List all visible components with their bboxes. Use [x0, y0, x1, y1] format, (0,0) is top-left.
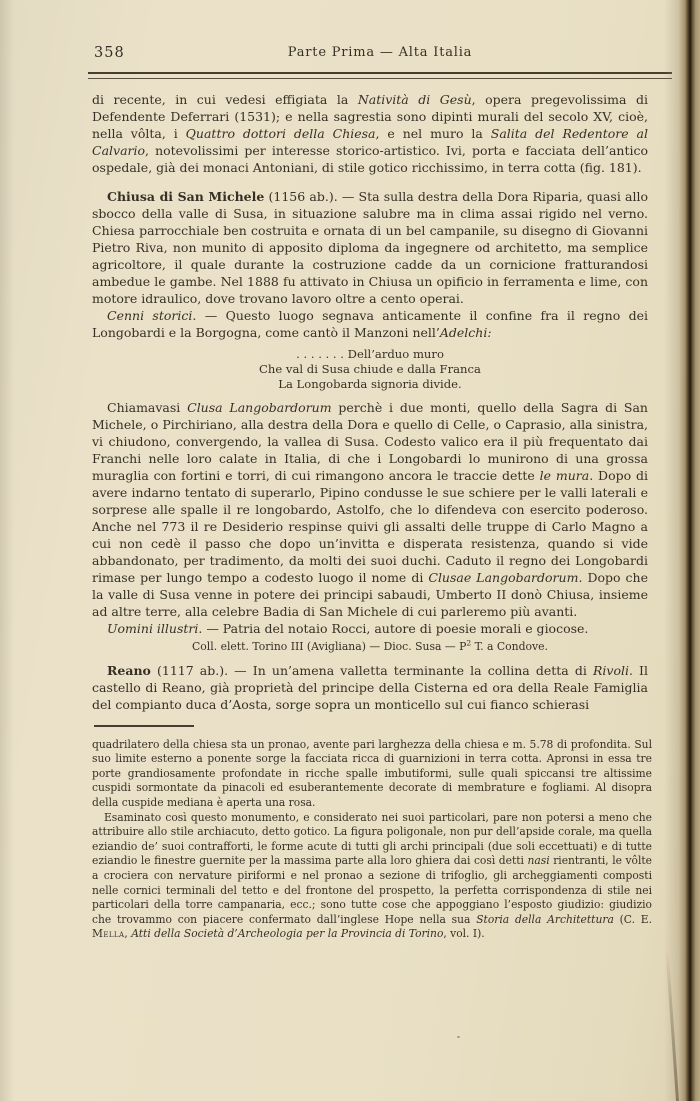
poem-adelchi — [92, 347, 648, 393]
page-edge-shadow — [664, 0, 700, 1101]
page-header — [88, 45, 672, 63]
paragraph-uomini-illustri: Uomini illustri. — Patria del notaio Rocci, autore di poesie morali e giocose. — [107, 620, 589, 636]
paragraph-reano: Reano (1117 ab.). — In un’amena valletta terminante la collina detta di Rivoli. Il castello di Reano, già proprietà del principe della Cisterna ed ora della Reale Famiglia del compianto duca d’Aosta, sorge sopra un monticello sul cui fianco schierasi — [92, 662, 648, 712]
poem-line: Che val di Susa chiude e dalla Franca — [259, 362, 481, 377]
footnote-rule — [94, 725, 194, 727]
running-title: Parte Prima — Alta Italia — [287, 45, 473, 60]
electoral-college-line: Coll. elett. Torino III (Avigliana) — Dioc. Susa — $P^2$ T. a Condove. — [192, 638, 548, 653]
header-rule — [88, 72, 672, 79]
paper-speck — [457, 1036, 460, 1038]
page-number: 358 — [94, 45, 125, 61]
paragraph-chiusa-di-san-michele: Chiusa di San Michele (1156 ab.). — Sta sulla destra della Dora Riparia, quasi allo sbocco della valle di Susa, in situazione salubre ma in clima assai rigido nel verno. Chiesa parrocchiale ben costruita e ornata di un bel campanile, su disegno di Giovanni Pietro Riva, non munito di apposito diploma da ingegnere od architetto, ma semplice agricoltore, il quale durante la costruzione cadde da un cornicione fratturandosi ambedue le gambe. Nel 1888 fu attivato in Chiusa un opificio in ferramenta e lime, con motore idraulico, dove trovano lavoro oltre a cento operai. — [92, 189, 648, 306]
page-left-shadow — [0, 0, 14, 1101]
text-block — [92, 91, 653, 942]
footnote-paragraph-2: Esaminato così questo monumento, e considerato nei suoi particolari, pare non potersi a meno che attribuire allo stile archiacuto, detto gotico. La figura poligonale, non pur dell’apside corale, ma quella eziandio de’ suoi contrafforti, le forme acute di tutti gli archi principali (due soli eccettuati) e di tutte eziandio le finestre guernite per la massima parte alla loro ghiera dai così detti nasi rientranti, le vôlte a crociera con nervature piriformi e nel pronao a sezione di trifoglio, gli archeggiamenti composti nelle cornici terminali del tetto e del frontone del prospetto, la perfetta corrispondenza di stile nei particolari della torre campanaria, ecc.; sono tutte cose che appoggiano l’esposto giudizio: giudizio che trovammo con piacere confermato dall’inglese Hope nella sua Storia della Architettura (C. E. Mella, Atti della Società d’Archeologia per la Provincia di Torino, vol. I). — [92, 810, 653, 941]
footnote-paragraph-1: quadrilatero della chiesa sta un pronao, avente pari larghezza della chiesa e m. 5.78 di profondita. Sul suo limite esterno a ponente sorge la facciata ricca di guarnizioni in terra cotta. Apronsi in essa tre porte grandiosamente profondate in ricche spalle imbutiformi, sulle quali spiccansi tre altissime cuspidi sormontate da pinacoli ed esuberantemente decorate di membrature e fogliami. Al disopra della cuspide mediana è aperta una rosa. — [92, 737, 652, 809]
poem-line: . . . . . . . Dell’arduo muro — [296, 347, 444, 361]
poem-line: La Longobarda signoria divide. — [278, 377, 462, 392]
paragraph-continuation: di recente, in cui vedesi effigiata la Natività di Gesù, opera pregevolissima di Defendente Deferrari (1531); e nella sagrestia sono dipinti murali del secolo XV, cioè, nella vôlta, i Quattro dottori della Chiesa, e nel muro la Salita del Redentore al Calvario, notevolissimi per interesse storico-artistico. Ivi, porta e facciata dell’antico ospedale, già dei monaci Antoniani, di stile gotico ricchissimo, in terra cotta (fig. 181). — [92, 92, 649, 175]
footnote — [92, 738, 652, 942]
paragraph-cenni-storici: Cenni storici. — Questo luogo segnava anticamente il confine fra il regno dei Longobardi e la Borgogna, come cantò il Manzoni nell’Adelchi: — [92, 308, 648, 340]
paragraph-chiamavasi: Chiamavasi Clusa Langobardorum perchè i due monti, quello della Sagra di San Michele, o Pirchiriano, alla destra della Dora e quello di Celle, o Caprasio, alla sinistra, vi chiudono, convergendo, la vallea di Susa. Codesto valico era il più frequentato dai Franchi nelle loro calate in Italia, di che i Longobardi lo munirono di una grossa muraglia con fortini e torri, di cui rimangono ancora le traccie dette le mura. Dopo di avere indarno tentato di superarlo, Pipino condusse le sue schiere per le valli laterali e sorprese alle spalle il re longobardo, Astolfo, che lo difendeva con esercito poderoso. Anche nel 773 il re Desiderio respinse quivi gli assalti delle truppe di Carlo Magno a cui non cedè il passo che dopo un’invitta e disperata resistenza, quando si vide abbandonato, per tradimento, da molti dei suoi duchi. Caduto il regno dei Longobardi rimase per lungo tempo a codesto luogo il nome di Clusae Langobardorum. Dopo che la valle di Susa venne in potere dei principi sabaudi, Umberto II donò Chiusa, insieme ad altre terre, alla celebre Badia di San Michele di cui parleremo più avanti. — [92, 399, 648, 619]
